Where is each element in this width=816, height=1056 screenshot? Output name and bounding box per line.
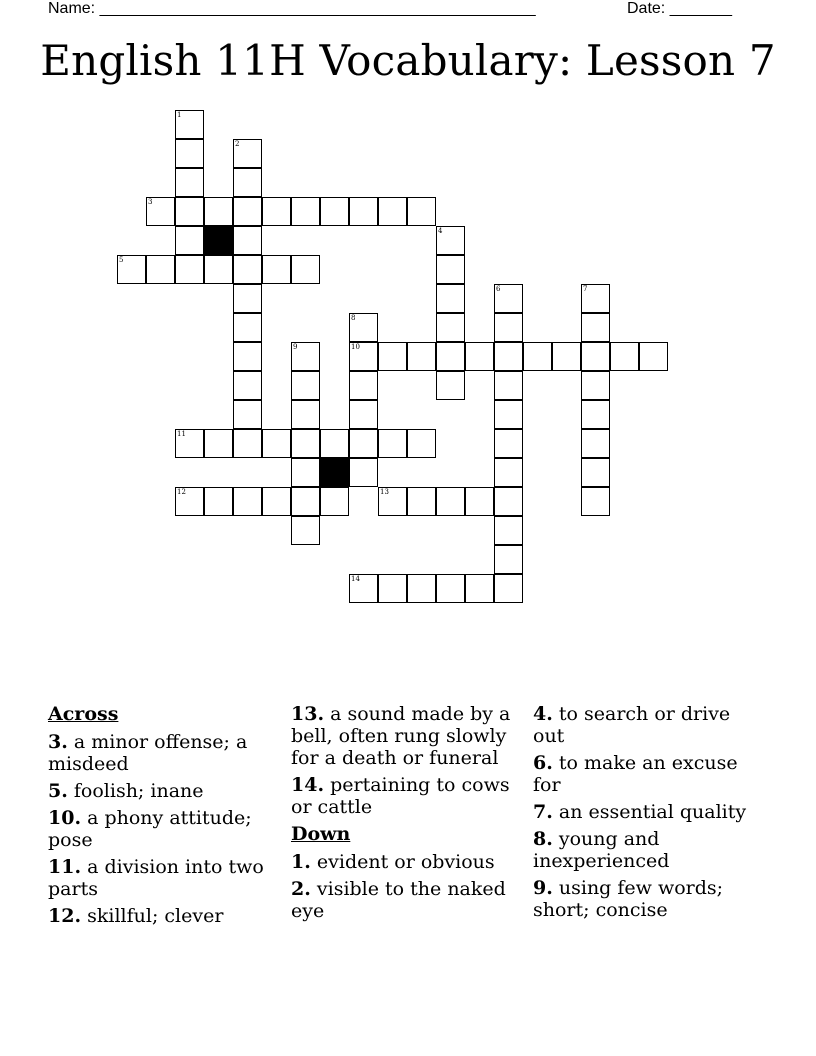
clue-number: 3. [48,731,68,753]
clue-item [291,703,516,769]
shaded-cell [204,226,233,255]
grid-cell[interactable] [204,197,233,226]
cell-number: 8 [351,314,356,322]
clue-text: a division into two parts [48,856,264,900]
grid-cell[interactable] [436,487,465,516]
clue-number: 5. [48,780,68,802]
cell-number: 4 [438,227,443,235]
grid-cell[interactable] [233,226,262,255]
grid-cell[interactable] [581,371,610,400]
page-title: English 11H Vocabulary: Lesson 7 [40,36,776,85]
grid-cell[interactable] [320,487,349,516]
clue-number: 14. [291,774,325,796]
grid-cell[interactable] [291,429,320,458]
grid-cell[interactable] [291,516,320,545]
grid-cell[interactable] [610,342,639,371]
clue-text: foolish; inane [67,780,204,802]
clue-text: pertaining to cows or cattle [291,774,510,818]
grid-cell[interactable] [233,197,262,226]
clue-text: to search or drive out [533,703,731,747]
grid-cell[interactable] [436,284,465,313]
grid-cell[interactable] [494,516,523,545]
clue-item [48,807,273,851]
grid-cell[interactable] [378,197,407,226]
clue-text: skillful; clever [81,905,224,927]
name-field-label: Name: _________________________________________________ [48,0,536,17]
grid-cell[interactable] [291,458,320,487]
grid-cell[interactable] [291,255,320,284]
clue-text: an essential quality [552,801,747,823]
grid-cell[interactable] [262,429,291,458]
clue-item [533,801,758,823]
clue-number: 9. [533,877,553,899]
cell-number: 9 [293,343,298,351]
clue-text: a phony attitude; pose [48,807,252,851]
grid-cell[interactable] [291,487,320,516]
grid-cell[interactable] [204,487,233,516]
clue-column-3 [533,703,758,926]
cell-number: 11 [177,430,186,438]
grid-cell[interactable] [349,400,378,429]
grid-cell[interactable] [233,429,262,458]
clue-item [291,774,516,818]
clue-number: 7. [533,801,553,823]
shaded-cell [320,458,349,487]
grid-cell[interactable] [378,342,407,371]
clue-item [533,703,758,747]
grid-cell[interactable] [175,139,204,168]
cell-number: 1 [177,111,182,119]
clue-number: 11. [48,856,82,878]
clue-item [291,851,516,873]
grid-cell[interactable] [233,342,262,371]
cell-number: 5 [119,256,124,264]
grid-cell[interactable] [494,342,523,371]
grid-cell[interactable] [523,342,552,371]
grid-cell[interactable] [581,458,610,487]
clue-number: 13. [291,703,325,725]
clue-number: 10. [48,807,82,829]
grid-cell[interactable] [465,574,494,603]
grid-cell[interactable] [581,313,610,342]
grid-cell[interactable] [349,429,378,458]
grid-cell[interactable] [581,487,610,516]
grid-cell[interactable] [581,429,610,458]
clue-item [533,877,758,921]
grid-cell[interactable] [233,168,262,197]
cell-number: 3 [148,198,153,206]
grid-cell[interactable] [175,226,204,255]
cell-number: 2 [235,140,240,148]
grid-cell[interactable] [233,284,262,313]
grid-cell[interactable] [436,342,465,371]
grid-cell[interactable] [291,371,320,400]
grid-cell[interactable] [233,400,262,429]
grid-cell[interactable] [291,197,320,226]
date-field-label: Date: _______ [627,0,732,17]
cell-number: 13 [380,488,389,496]
grid-cell[interactable] [639,342,668,371]
clue-item [48,731,273,775]
grid-cell[interactable] [262,255,291,284]
clue-number: 2. [291,878,311,900]
clue-item [533,752,758,796]
grid-cell[interactable] [378,429,407,458]
clue-section-heading: Across [48,703,119,725]
grid-cell[interactable] [349,197,378,226]
grid-cell[interactable] [262,197,291,226]
clue-text: evident or obvious [310,851,495,873]
clue-item [291,878,516,922]
grid-cell[interactable] [436,255,465,284]
grid-cell[interactable] [494,371,523,400]
clue-section-heading: Down [291,823,351,845]
grid-cell[interactable] [494,400,523,429]
grid-cell[interactable] [233,255,262,284]
grid-cell[interactable] [581,400,610,429]
clue-number: 12. [48,905,82,927]
clue-text: to make an excuse for [533,752,738,796]
clue-item [48,905,273,927]
clue-column-1 [48,703,273,932]
grid-cell[interactable] [407,487,436,516]
grid-cell[interactable] [204,255,233,284]
grid-cell[interactable] [465,487,494,516]
grid-cell[interactable] [320,429,349,458]
cell-number: 12 [177,488,186,496]
grid-cell[interactable] [494,545,523,574]
grid-cell[interactable] [581,342,610,371]
grid-cell[interactable] [262,487,291,516]
clue-item [48,780,273,802]
cell-number: 7 [583,285,588,293]
grid-cell[interactable] [146,255,175,284]
grid-cell[interactable] [407,197,436,226]
clue-number: 6. [533,752,553,774]
grid-cell[interactable] [349,458,378,487]
grid-cell[interactable] [349,371,378,400]
clue-text: visible to the naked eye [291,878,506,922]
grid-cell[interactable] [175,197,204,226]
cell-number: 14 [351,575,360,583]
clue-text: a sound made by a bell, often rung slowly for a death or funeral [291,703,511,769]
grid-cell[interactable] [204,429,233,458]
grid-cell[interactable] [494,487,523,516]
clue-number: 4. [533,703,553,725]
grid-cell[interactable] [436,574,465,603]
grid-cell[interactable] [436,371,465,400]
grid-cell[interactable] [175,255,204,284]
grid-cell[interactable] [407,574,436,603]
clue-number: 8. [533,828,553,850]
grid-cell[interactable] [465,342,494,371]
grid-cell[interactable] [378,574,407,603]
grid-cell[interactable] [175,168,204,197]
clue-text: a minor offense; a misdeed [48,731,248,775]
clue-number: 1. [291,851,311,873]
grid-cell[interactable] [407,429,436,458]
clue-text: young and inexperienced [533,828,670,872]
grid-cell[interactable] [494,313,523,342]
clue-text: using few words; short; concise [533,877,724,921]
grid-cell[interactable] [552,342,581,371]
grid-cell[interactable] [407,342,436,371]
clue-item [48,856,273,900]
grid-cell[interactable] [494,458,523,487]
grid-cell[interactable] [233,487,262,516]
cell-number: 6 [496,285,501,293]
grid-cell[interactable] [320,197,349,226]
clue-column-2 [291,703,516,927]
grid-cell[interactable] [436,313,465,342]
clue-item [533,828,758,872]
grid-cell[interactable] [494,574,523,603]
grid-cell[interactable] [233,313,262,342]
grid-cell[interactable] [494,429,523,458]
grid-cell[interactable] [291,400,320,429]
grid-cell[interactable] [233,371,262,400]
cell-number: 10 [351,343,360,351]
